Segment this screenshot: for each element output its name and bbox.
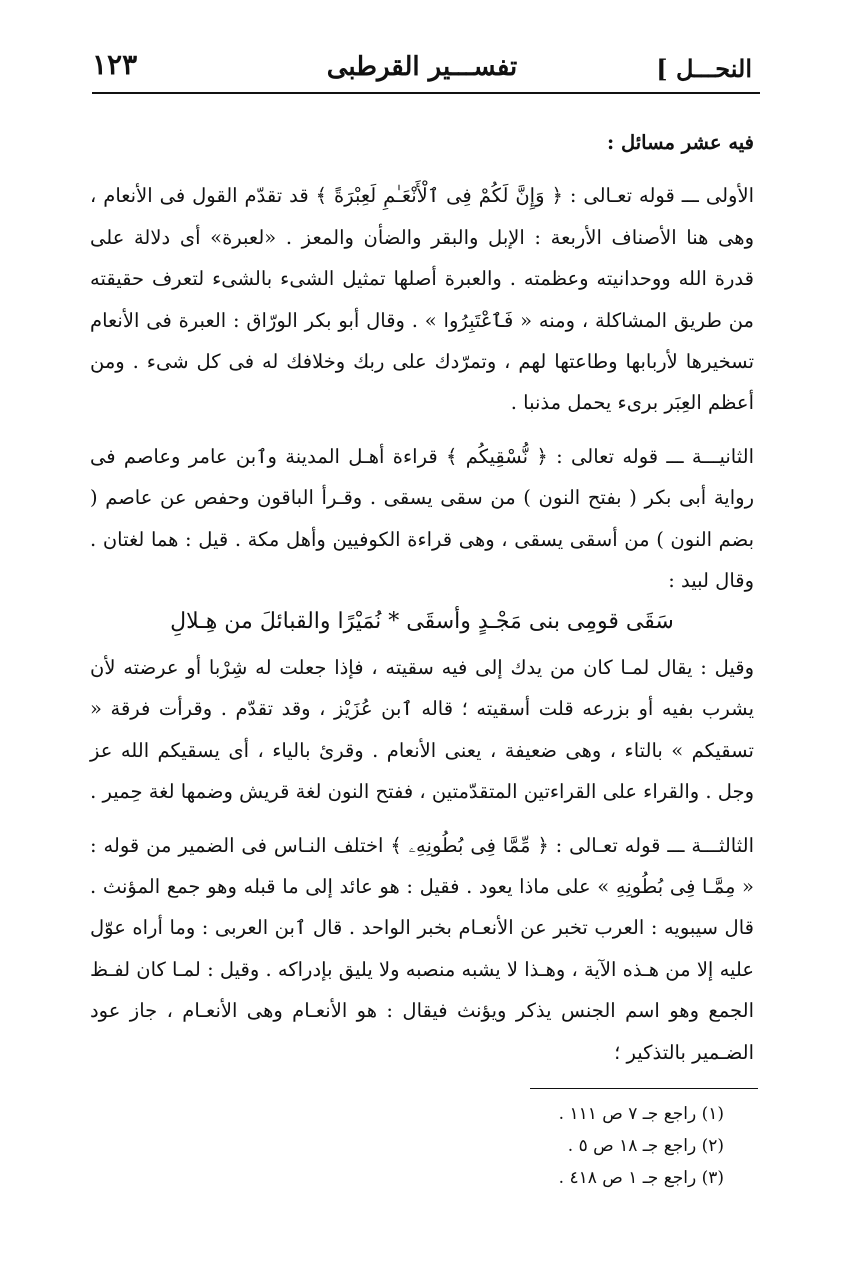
- issue-paragraph-3: الثالثـــة ـــ قوله تعـالى : ﴿ مِّمَّا فِى بُطُونِهِۦ ﴾ اختلف النـاس فى الضمير من قوله : « مِمَّـا فِى بُطُونِهِ » على ماذا يعود . فقيل : هو عائد إلى ما قبله وهو جمع المؤنث . قال سيبويه : العرب تخبر عن الأنعـام بخبر الواحد . قال ٱبن العربى : وما أراه عوّل عليه إلا من هـذه الآية ، وهـذا لا يشبه منصبه ولا يليق بإدراكه . وقيل : لمـا كان لفـظ الجمع وهو اسم الجنس يذكر ويؤنث فيقال : هو الأنعـام وهى الأنعـام ، جاز عود الضـمير بالتذكير ؛: [90, 833, 754, 1064]
- footnotes: [324, 1098, 724, 1194]
- page-number: ١٢٣: [92, 48, 138, 81]
- intro-line: فيه عشر مسائل :: [607, 131, 754, 154]
- footnote-rule: [530, 1088, 758, 1089]
- poetry-verse: سَقَى قومِى بنى مَجْـدٍ وأسقَى * نُمَيْرًا والقبائلَ من هِـلالِ: [170, 609, 674, 635]
- book-title: تفســـير القرطبى: [326, 52, 518, 82]
- footnote-1: (١) راجع جـ ٧ ص ١١١ .: [558, 1104, 724, 1124]
- footnote-2: (٢) راجع جـ ١٨ ص ٥ .: [567, 1136, 724, 1156]
- page-header: [92, 46, 752, 92]
- header-rule: [92, 92, 760, 94]
- issue-paragraph-2: الثانيـــة ـــ قوله تعالى : ﴿ نُّسْقِيكُم ﴾ قراءة أهـل المدينة وٱبن عامر وعاصم فى رواية أبى بكر ( بفتح النون ) من سقى يسقى . وقـرأ الباقون وحفص عن عاصم ( بضم النون ) من أسقى يسقى ، وهى قراءة الكوفيين وأهل مكة . قيل : هما لغتان . وقال لبيد :: [90, 444, 754, 593]
- issue-paragraph-1: الأولى ـــ قوله تعـالى : ﴿ وَإِنَّ لَكُمْ فِى ٱلْأَنْعَـٰمِ لَعِبْرَةً ﴾ قد تقدّم القول فى الأنعام ، وهى هنا الأصناف الأربعة : الإبل والبقر والضأن والمعز . «لعبرة» أى دلالة على قدرة الله ووحدانيته وعظمته . والعبرة أصلها تمثيل الشىء بالشىء لتعرف حقيقته من طريق المشاكلة ، ومنه « فَٱعْتَبِرُوا » . وقال أبو بكر الورّاق : العبرة فى الأنعام تسخيرها لأربابها وطاعتها لهم ، وتمرّدك على ربك وخلافك له فى كل شىء . ومن أعظم العِبَر برىء يحمل مذنبا .: [90, 184, 754, 415]
- page-body: [90, 122, 754, 1073]
- chapter-name: النحـــل ]: [656, 54, 752, 83]
- footnote-3: (٣) راجع جـ ١ ص ٤١٨ .: [558, 1168, 724, 1188]
- paragraph-after-verse: وقيل : يقال لمـا كان من يدك إلى فيه سقيته ، فإذا جعلت له شِرْبا أو عرضته لأن يشرب بفيه أو بزرعه قلت أسقيته ؛ قاله ٱبن عُزَيْز ، وقد تقدّم . وقرأت فرقة « تسقيكم » بالتاء ، وهى ضعيفة ، يعنى الأنعام . وقرئ بالياء ، أى يسقيكم الله عز وجل . والقراء على القراءتين المتقدّمتين ، ففتح النون لغة قريش وضمها لغة حِمير .: [90, 655, 754, 804]
